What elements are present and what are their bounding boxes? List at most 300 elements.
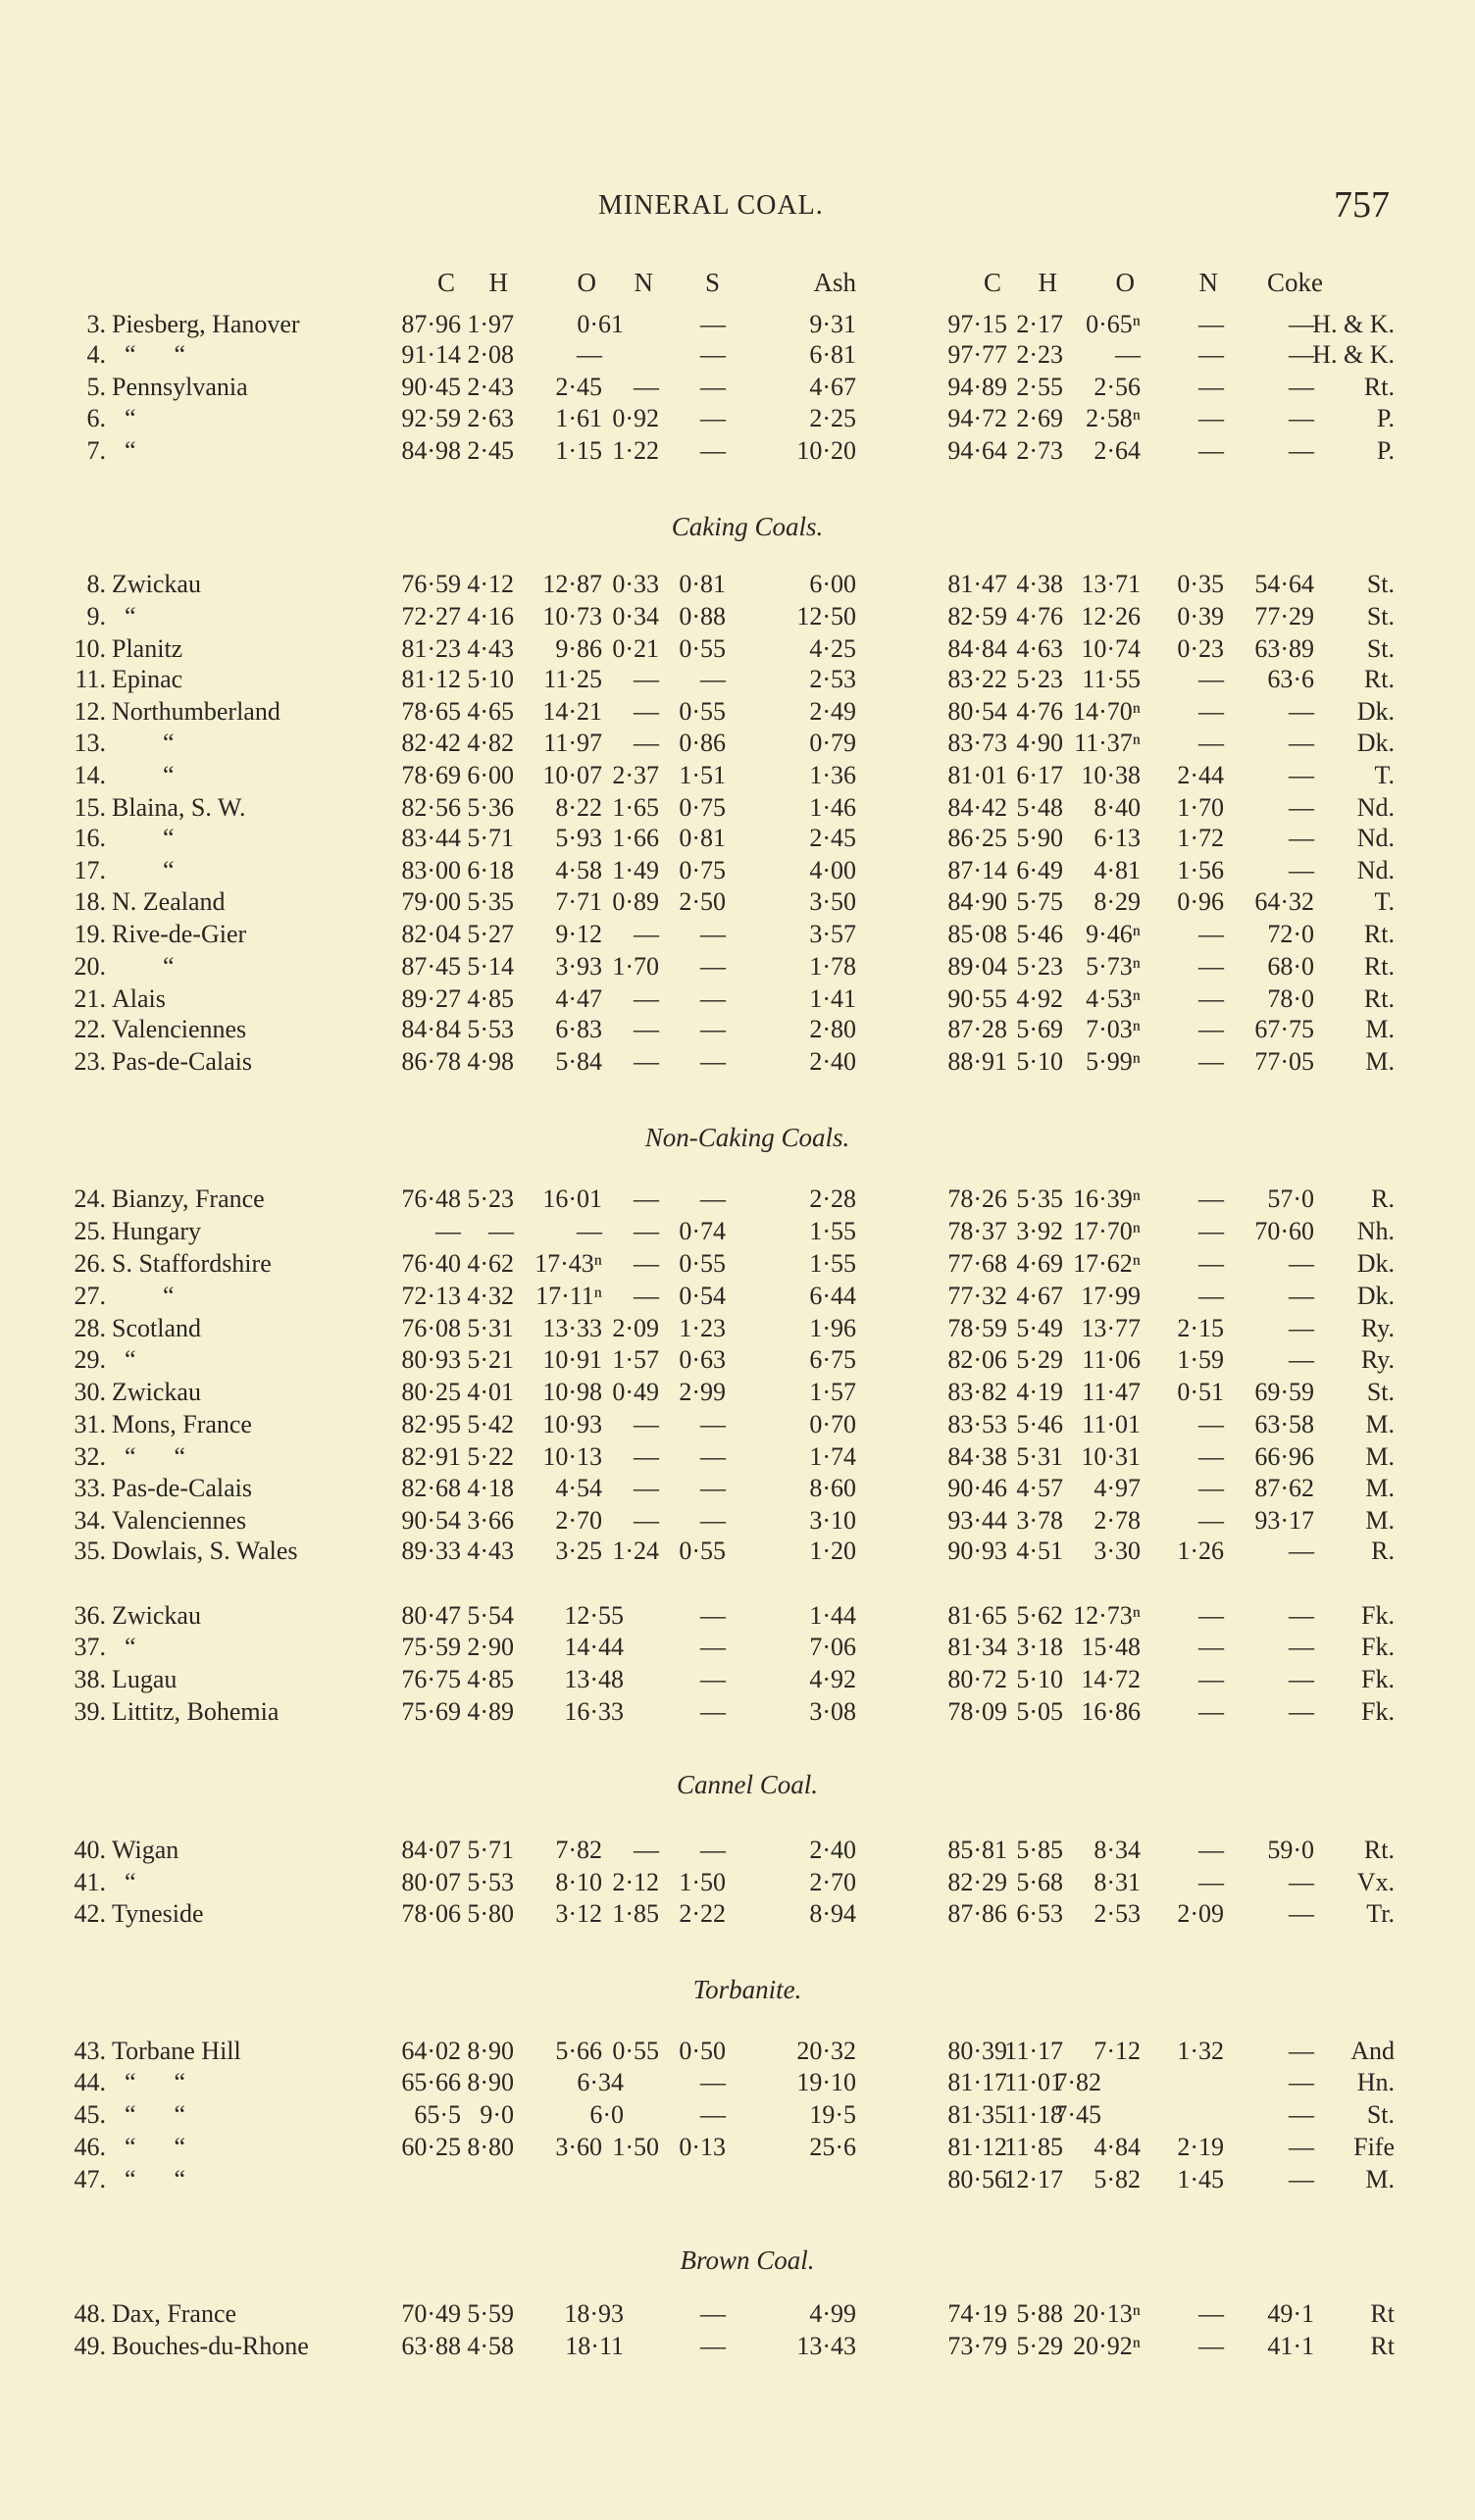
- cell-n-pure: —: [1198, 1014, 1224, 1043]
- cell-ash: 4·99: [809, 2299, 856, 2329]
- cell-s: 0·55: [679, 1537, 726, 1566]
- cell-h: 4·43: [467, 633, 514, 663]
- cell-h-pure: 11·18: [1004, 2100, 1063, 2130]
- column-header-h: H: [488, 268, 508, 298]
- cell-o: 9·12: [555, 920, 602, 949]
- column-header-coke: Coke: [1267, 268, 1323, 298]
- cell-o-pure: 10·74: [1081, 633, 1141, 663]
- cell-reference: H. & K.: [1312, 339, 1395, 369]
- cell-c-pure: 83·73: [947, 729, 1007, 758]
- cell-o-pure: 17·70ⁿ: [1073, 1217, 1141, 1246]
- cell-h-pure: 4·90: [1016, 729, 1063, 758]
- cell-n: —: [634, 1506, 659, 1536]
- row-number: 27.: [74, 1281, 106, 1310]
- cell-s: —: [700, 372, 726, 401]
- cell-reference: Dk.: [1356, 1281, 1395, 1310]
- row-number: 8.: [86, 570, 106, 599]
- locality-name: “ “: [112, 339, 186, 369]
- locality-name: Bianzy, France: [112, 1184, 265, 1214]
- cell-h-pure: 5·85: [1016, 1835, 1063, 1864]
- cell-reference: Rt: [1370, 2332, 1395, 2360]
- cell-o: 4·58: [555, 855, 602, 884]
- cell-ash: 3·50: [809, 887, 856, 917]
- cell-o: 10·13: [542, 1441, 602, 1471]
- cell-s: —: [700, 1409, 726, 1438]
- cell-h: 2·43: [467, 372, 514, 401]
- cell-o: 3·25: [555, 1537, 602, 1566]
- cell-h-pure: 5·48: [1016, 792, 1063, 822]
- cell-n-pure: —: [1198, 1600, 1224, 1630]
- cell-o: 0·61: [577, 309, 624, 338]
- cell-h: 4·82: [467, 729, 514, 758]
- cell-o: 5·93: [555, 823, 602, 852]
- cell-n: 0·89: [612, 887, 659, 917]
- table-row: [0, 372, 1475, 404]
- cell-c: 78·65: [401, 696, 461, 726]
- cell-o-pure: 12·26: [1081, 601, 1141, 630]
- cell-s: 0·74: [679, 1217, 726, 1246]
- cell-c-pure: 83·22: [947, 664, 1007, 693]
- cell-o-pure: 7·12: [1094, 2036, 1141, 2065]
- cell-s: —: [700, 1835, 726, 1864]
- cell-o-pure: 2·78: [1094, 1506, 1141, 1536]
- column-header-o: O: [577, 268, 596, 298]
- cell-n-pure: —: [1198, 1184, 1224, 1214]
- cell-h-pure: 4·63: [1016, 633, 1063, 663]
- cell-ash: 1·74: [809, 1441, 856, 1471]
- cell-s: 0·50: [679, 2036, 726, 2065]
- cell-h-pure: 3·92: [1016, 1217, 1063, 1246]
- cell-ash: 8·94: [809, 1899, 856, 1929]
- cell-c-pure: 80·54: [947, 696, 1007, 726]
- cell-o-pure: 9·46ⁿ: [1086, 920, 1141, 949]
- cell-n-pure: 2·19: [1177, 2132, 1224, 2161]
- cell-s: 1·23: [679, 1313, 726, 1342]
- table-row: [0, 696, 1475, 729]
- cell-h: 5·23: [467, 1184, 514, 1214]
- locality-name: Blaina, S. W.: [112, 792, 246, 822]
- table-row: [0, 572, 1475, 601]
- locality-name: Scotland: [112, 1313, 201, 1342]
- cell-c: 60·25: [401, 2132, 461, 2161]
- cell-ash: 1·46: [809, 792, 856, 822]
- cell-ash: 4·92: [809, 1665, 856, 1694]
- cell-c-pure: 85·81: [947, 1835, 1007, 1864]
- cell-s: —: [700, 339, 726, 369]
- cell-c-pure: 80·39: [947, 2036, 1007, 2065]
- cell-coke: 41·1: [1267, 2332, 1314, 2360]
- cell-ash: 6·00: [809, 570, 856, 599]
- cell-h-pure: 11·85: [1004, 2132, 1063, 2161]
- cell-c: 91·14: [401, 339, 461, 369]
- row-number: 44.: [74, 2068, 106, 2097]
- cell-c: 86·78: [401, 1046, 461, 1076]
- cell-h: 2·90: [467, 1633, 514, 1662]
- cell-c-pure: 87·86: [947, 1899, 1007, 1929]
- table-row: [0, 2334, 1475, 2363]
- cell-h-pure: 4·67: [1016, 1281, 1063, 1310]
- cell-coke: 63·58: [1254, 1409, 1314, 1438]
- locality-name: Pennsylvania: [112, 372, 248, 401]
- cell-n-pure: 0·96: [1177, 887, 1224, 917]
- cell-o-pure: 7·82: [1054, 2068, 1101, 2097]
- cell-h: 5·10: [467, 664, 514, 693]
- cell-reference: St.: [1366, 633, 1395, 663]
- cell-o-pure: 17·99: [1081, 1281, 1141, 1310]
- cell-ash: 25·6: [809, 2132, 856, 2161]
- cell-reference: Fife: [1353, 2132, 1395, 2161]
- cell-reference: St.: [1366, 601, 1395, 630]
- cell-c: 82·91: [401, 1441, 461, 1471]
- table-row: [0, 1538, 1475, 1568]
- cell-o: 1·61: [555, 404, 602, 433]
- column-header-o-pure: O: [1115, 268, 1135, 298]
- cell-o-pure: 11·01: [1082, 1409, 1141, 1438]
- cell-n: —: [634, 1474, 659, 1503]
- locality-name: “ “: [112, 2100, 186, 2130]
- table-row: [0, 1699, 1475, 1729]
- cell-n-pure: 1·59: [1177, 1345, 1224, 1375]
- cell-reference: Rt.: [1363, 372, 1395, 401]
- cell-o: 17·43ⁿ: [534, 1249, 602, 1278]
- cell-s: —: [700, 951, 726, 981]
- cell-h: 5·27: [467, 920, 514, 949]
- cell-ash: 2·28: [809, 1184, 856, 1214]
- cell-s: 0·81: [679, 823, 726, 852]
- cell-c-pure: 87·14: [947, 855, 1007, 884]
- cell-h: 8·90: [467, 2036, 514, 2065]
- cell-n: —: [634, 372, 659, 401]
- cell-c-pure: 87·28: [947, 1014, 1007, 1043]
- cell-s: 0·55: [679, 633, 726, 663]
- cell-o: 14·44: [564, 1633, 624, 1662]
- cell-o-pure: 8·40: [1094, 792, 1141, 822]
- cell-c-pure: 88·91: [947, 1046, 1007, 1076]
- cell-n: 0·55: [612, 2036, 659, 2065]
- cell-h-pure: 5·23: [1016, 664, 1063, 693]
- cell-n-pure: —: [1198, 1474, 1224, 1503]
- cell-ash: 6·75: [809, 1345, 856, 1375]
- cell-o-pure: 13·71: [1081, 570, 1141, 599]
- cell-s: —: [700, 1506, 726, 1536]
- cell-s: —: [700, 1441, 726, 1471]
- cell-n-pure: —: [1198, 404, 1224, 433]
- cell-s: 0·86: [679, 729, 726, 758]
- table-row: [0, 438, 1475, 468]
- cell-c: 65·5: [414, 2100, 461, 2130]
- cell-c-pure: 82·29: [947, 1867, 1007, 1896]
- cell-reference: Nd.: [1356, 823, 1395, 852]
- cell-c-pure: 89·04: [947, 951, 1007, 981]
- cell-c: 89·27: [401, 983, 461, 1013]
- cell-reference: H. & K.: [1312, 309, 1395, 338]
- cell-coke: 93·17: [1254, 1506, 1314, 1536]
- cell-o-pure: 5·73ⁿ: [1086, 951, 1141, 981]
- table-row: [0, 1409, 1475, 1441]
- cell-c-pure: 97·77: [947, 339, 1007, 369]
- cell-h-pure: 5·62: [1016, 1600, 1063, 1630]
- cell-reference: P.: [1376, 404, 1395, 433]
- cell-o: 2·70: [555, 1506, 602, 1536]
- cell-s: 0·55: [679, 1249, 726, 1278]
- cell-c-pure: 84·42: [947, 792, 1007, 822]
- cell-h: 9·0: [480, 2100, 514, 2130]
- cell-o: 3·12: [555, 1899, 602, 1929]
- cell-reference: R.: [1371, 1184, 1395, 1214]
- cell-o-pure: 2·53: [1094, 1899, 1141, 1929]
- locality-name: “ “: [112, 2164, 186, 2193]
- cell-h: 2·08: [467, 339, 514, 369]
- cell-h: 5·35: [467, 887, 514, 917]
- table-row: [0, 664, 1475, 696]
- cell-c-pure: 78·37: [947, 1217, 1007, 1246]
- cell-n-pure: 1·70: [1177, 792, 1224, 822]
- cell-coke: —: [1289, 761, 1314, 790]
- table-row: [0, 2164, 1475, 2196]
- locality-name: “: [112, 601, 136, 630]
- cell-c-pure: 81·12: [947, 2132, 1007, 2161]
- column-header-ash: Ash: [813, 268, 856, 298]
- locality-name: Valenciennes: [112, 1014, 247, 1043]
- cell-o-pure: 8·34: [1094, 1835, 1141, 1864]
- cell-ash: 6·81: [809, 339, 856, 369]
- locality-name: Dax, France: [112, 2299, 237, 2329]
- cell-h-pure: 5·46: [1016, 1409, 1063, 1438]
- cell-o: 9·86: [555, 633, 602, 663]
- cell-c: 81·23: [401, 633, 461, 663]
- cell-c-pure: 81·65: [947, 1600, 1007, 1630]
- table-row: [0, 1835, 1475, 1867]
- cell-o-pure: —: [1115, 339, 1141, 369]
- cell-c-pure: 81·35: [947, 2100, 1007, 2130]
- cell-h: 5·59: [467, 2299, 514, 2329]
- cell-coke: —: [1289, 696, 1314, 726]
- cell-o: 4·47: [555, 983, 602, 1013]
- cell-reference: P.: [1376, 436, 1395, 466]
- cell-reference: Fk.: [1361, 1697, 1395, 1726]
- cell-ash: 1·44: [809, 1600, 856, 1630]
- cell-coke: —: [1289, 2036, 1314, 2065]
- row-number: 23.: [74, 1046, 106, 1076]
- column-header-s: S: [704, 268, 720, 298]
- cell-o: 6·34: [577, 2068, 624, 2097]
- cell-o: 16·33: [564, 1697, 624, 1726]
- cell-coke: 49·1: [1267, 2299, 1314, 2329]
- cell-n-pure: 2·09: [1177, 1899, 1224, 1929]
- cell-h-pure: 5·31: [1016, 1441, 1063, 1471]
- row-number: 13.: [74, 729, 106, 758]
- row-number: 46.: [74, 2132, 106, 2161]
- cell-c: 76·08: [401, 1313, 461, 1342]
- cell-ash: 2·49: [809, 696, 856, 726]
- cell-reference: Rt.: [1363, 920, 1395, 949]
- cell-o: 12·55: [564, 1600, 624, 1630]
- cell-ash: 2·70: [809, 1867, 856, 1896]
- locality-name: Epinac: [112, 664, 183, 693]
- cell-c-pure: 90·55: [947, 983, 1007, 1013]
- cell-c-pure: 77·68: [947, 1249, 1007, 1278]
- cell-c: 82·42: [401, 729, 461, 758]
- cell-reference: M.: [1365, 1046, 1395, 1076]
- cell-n: 0·49: [612, 1378, 659, 1407]
- cell-ash: 0·79: [809, 729, 856, 758]
- cell-o-pure: 4·84: [1094, 2132, 1141, 2161]
- cell-coke: 69·59: [1254, 1378, 1314, 1407]
- cell-ash: 1·78: [809, 951, 856, 981]
- cell-n-pure: 0·39: [1177, 601, 1224, 630]
- row-number: 7.: [86, 436, 106, 466]
- table-row: [0, 1313, 1475, 1345]
- cell-reference: T.: [1374, 887, 1395, 917]
- cell-h: 8·80: [467, 2132, 514, 2161]
- cell-h: 4·85: [467, 983, 514, 1013]
- cell-ash: 20·32: [796, 2036, 856, 2065]
- cell-c: 83·44: [401, 823, 461, 852]
- cell-c-pure: 90·46: [947, 1474, 1007, 1503]
- cell-coke: 78·0: [1267, 983, 1314, 1013]
- cell-n-pure: —: [1198, 436, 1224, 466]
- cell-h-pure: 4·76: [1016, 601, 1063, 630]
- locality-name: “: [112, 729, 175, 758]
- cell-c: 84·84: [401, 1014, 461, 1043]
- cell-c: 82·68: [401, 1474, 461, 1503]
- cell-h: 2·45: [467, 436, 514, 466]
- cell-h-pure: 5·10: [1016, 1046, 1063, 1076]
- table-row: [0, 951, 1475, 983]
- row-number: 5.: [86, 372, 106, 401]
- locality-name: Littitz, Bohemia: [112, 1697, 280, 1726]
- locality-name: “ “: [112, 2132, 186, 2161]
- cell-coke: —: [1289, 1537, 1314, 1566]
- cell-coke: —: [1289, 372, 1314, 401]
- cell-c: 87·45: [401, 951, 461, 981]
- column-header-c: C: [436, 268, 455, 298]
- cell-h: 4·16: [467, 601, 514, 630]
- table-row: [0, 1186, 1475, 1216]
- locality-name: “: [112, 1281, 175, 1310]
- cell-c: 80·25: [401, 1378, 461, 1407]
- locality-name: Pas-de-Calais: [112, 1046, 252, 1076]
- cell-c: 75·69: [401, 1697, 461, 1726]
- row-number: 14.: [74, 761, 106, 790]
- cell-c-pure: 81·01: [947, 761, 1007, 790]
- cell-o: 3·93: [555, 951, 602, 981]
- cell-reference: St.: [1366, 1378, 1395, 1407]
- cell-ash: 9·31: [809, 309, 856, 338]
- column-header-n-pure: N: [1198, 268, 1218, 298]
- cell-c-pure: 80·72: [947, 1665, 1007, 1694]
- cell-n-pure: —: [1198, 2299, 1224, 2329]
- cell-c: 80·47: [401, 1600, 461, 1630]
- cell-reference: Nd.: [1356, 792, 1395, 822]
- column-header-n: N: [634, 268, 653, 298]
- cell-s: —: [700, 2068, 726, 2097]
- table-row: [0, 2036, 1475, 2068]
- cell-n-pure: 1·32: [1177, 2036, 1224, 2065]
- cell-h: 2·63: [467, 404, 514, 433]
- cell-coke: —: [1289, 2100, 1314, 2130]
- table-row: [0, 1901, 1475, 1931]
- locality-name: “: [112, 404, 136, 433]
- row-number: 19.: [74, 920, 106, 949]
- cell-coke: 63·6: [1267, 664, 1314, 693]
- cell-n: —: [634, 1281, 659, 1310]
- cell-n-pure: —: [1198, 1217, 1224, 1246]
- section-title: Non-Caking Coals.: [644, 1122, 850, 1152]
- cell-o-pure: 10·38: [1081, 761, 1141, 790]
- cell-n: 2·09: [612, 1313, 659, 1342]
- cell-h-pure: 5·46: [1016, 920, 1063, 949]
- cell-h: 4·58: [467, 2332, 514, 2360]
- cell-ash: 2·40: [809, 1046, 856, 1076]
- locality-name: Planitz: [112, 633, 183, 663]
- cell-n: —: [634, 664, 659, 693]
- cell-ash: 2·53: [809, 664, 856, 693]
- cell-h: 4·62: [467, 1249, 514, 1278]
- cell-s: 1·51: [679, 761, 726, 790]
- cell-s: —: [700, 2332, 726, 2360]
- cell-n: —: [634, 1184, 659, 1214]
- row-number: 4.: [86, 339, 106, 369]
- locality-name: Pas-de-Calais: [112, 1474, 252, 1503]
- cell-c-pure: 82·06: [947, 1345, 1007, 1375]
- cell-h: 4·98: [467, 1046, 514, 1076]
- row-number: 21.: [74, 983, 106, 1013]
- cell-h: 5·31: [467, 1313, 514, 1342]
- row-number: 35.: [74, 1537, 106, 1566]
- cell-n-pure: 1·45: [1177, 2164, 1224, 2193]
- cell-c-pure: 80·56: [947, 2164, 1007, 2193]
- table-row: [0, 1219, 1475, 1248]
- cell-ash: 3·08: [809, 1697, 856, 1726]
- cell-c: 87·96: [401, 309, 461, 338]
- cell-o: 5·84: [555, 1046, 602, 1076]
- cell-ash: 6·44: [809, 1281, 856, 1310]
- locality-name: “: [112, 1633, 136, 1662]
- running-title: MINERAL COAL.: [598, 190, 824, 221]
- cell-s: —: [700, 1697, 726, 1726]
- locality-name: N. Zealand: [112, 887, 226, 917]
- locality-name: S. Staffordshire: [112, 1249, 272, 1278]
- row-number: 33.: [74, 1474, 106, 1503]
- cell-o: 10·73: [542, 601, 602, 630]
- cell-h-pure: 5·29: [1016, 2332, 1063, 2360]
- cell-reference: T.: [1374, 761, 1395, 790]
- cell-reference: M.: [1365, 1506, 1395, 1536]
- cell-o: 5·66: [555, 2036, 602, 2065]
- row-number: 18.: [74, 887, 106, 917]
- cell-h-pure: 6·49: [1016, 855, 1063, 884]
- cell-o: 6·83: [555, 1014, 602, 1043]
- row-number: 12.: [74, 696, 106, 726]
- cell-n: —: [634, 696, 659, 726]
- cell-ash: 1·55: [809, 1217, 856, 1246]
- cell-n-pure: 2·15: [1177, 1313, 1224, 1342]
- locality-name: “: [112, 436, 136, 466]
- locality-name: Tyneside: [112, 1899, 204, 1929]
- cell-n: 2·37: [612, 761, 659, 790]
- cell-s: 1·50: [679, 1867, 726, 1896]
- cell-n-pure: —: [1198, 951, 1224, 981]
- cell-c: 63·88: [401, 2332, 461, 2360]
- cell-c-pure: 82·59: [947, 601, 1007, 630]
- cell-o-pure: 8·29: [1094, 887, 1141, 917]
- row-number: 16.: [74, 823, 106, 852]
- cell-n-pure: 1·26: [1177, 1537, 1224, 1566]
- cell-o-pure: 3·30: [1094, 1537, 1141, 1566]
- table-row: [0, 922, 1475, 951]
- locality-name: Bouches-du-Rhone: [112, 2332, 309, 2360]
